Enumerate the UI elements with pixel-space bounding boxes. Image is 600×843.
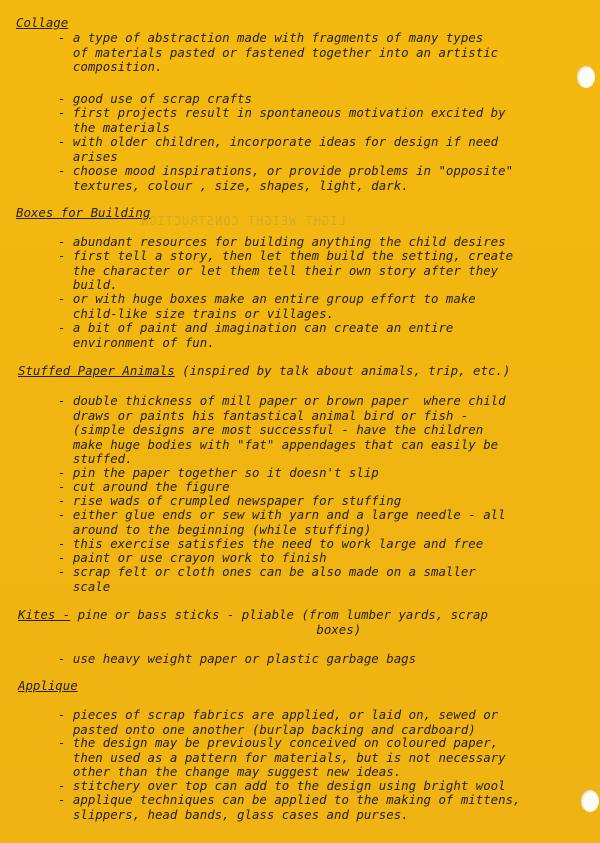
section-title-kites: Kites -: [18, 607, 71, 622]
list-item: - with older children, incorporate ideas for design if need arises: [58, 134, 499, 164]
section-title-stuffed: Stuffed Paper Animals: [18, 363, 175, 378]
list-item: - this exercise satisfies the need to work large and free: [58, 536, 484, 551]
list-item: - or with huge boxes make an entire group effort to make child-like size trains or villages.: [58, 291, 476, 321]
section-heading-kites: [18, 608, 488, 637]
section-title-boxes: Boxes for Building: [16, 205, 151, 220]
list-item: - good use of scrap crafts: [58, 91, 252, 106]
list-item: - scrap felt or cloth ones can be also made on a smaller scale: [58, 564, 476, 594]
list-item: - double thickness of mill paper or brown paper where child draws or paints his fantastical animal bird or fish - (simple designs are most successful - have the children make huge bodies with "fat" appendages that can easily be stuffed.: [58, 393, 506, 466]
punch-hole: [577, 66, 595, 88]
punch-hole: [581, 790, 599, 812]
list-item: - applique techniques can be applied to the making of mittens, slippers, head bands, glass cases and purses.: [58, 792, 521, 822]
list-item: - pieces of scrap fabrics are applied, or laid on, sewed or pasted onto one another (burlap backing and cardboard): [58, 707, 499, 737]
section-subtitle-kites: pine or bass sticks - pliable (from lumber yards, scrap boxes): [77, 607, 488, 637]
list-item: - a bit of paint and imagination can create an entire environment of fun.: [58, 320, 454, 350]
list-item: - a type of abstraction made with fragments of many types of materials pasted or fastened together into an artistic composition.: [58, 30, 499, 74]
section-subtitle-stuffed: (inspired by talk about animals, trip, etc.): [174, 363, 511, 378]
list-item: - paint or use crayon work to finish: [58, 550, 327, 565]
list-item: - first projects result in spontaneous motivation excited by the materials: [58, 105, 506, 135]
section-heading-stuffed: [18, 364, 510, 379]
list-item: - the design may be previously conceived on coloured paper, then used as a pattern for materials, but is not necessary other than the change may suggest new ideas.: [58, 735, 506, 779]
list-item: - first tell a story, then let them build the setting, create the character or let them tell their own story after they build.: [58, 248, 514, 292]
list-item: - cut around the figure: [58, 479, 230, 494]
list-item: - use heavy weight paper or plastic garbage bags: [58, 651, 417, 666]
list-item: - pin the paper together so it doesn't slip: [58, 465, 379, 480]
section-title-collage: Collage: [16, 15, 69, 30]
list-item: - stitchery over top can add to the design using bright wool: [58, 778, 506, 793]
section-title-applique: Applique: [18, 678, 78, 693]
list-item: - rise wads of crumpled newspaper for stuffing: [58, 493, 402, 508]
bleed-through-text: LIGHT WEIGHT CONSTRUCTION: [140, 214, 346, 228]
list-item: - choose mood inspirations, or provide problems in "opposite" textures, colour , size, shapes, light, dark.: [58, 163, 514, 193]
list-item: - either glue ends or sew with yarn and a large needle - all around to the beginning (while stuffing): [58, 507, 506, 537]
list-item: - abundant resources for building anything the child desires: [58, 234, 506, 249]
